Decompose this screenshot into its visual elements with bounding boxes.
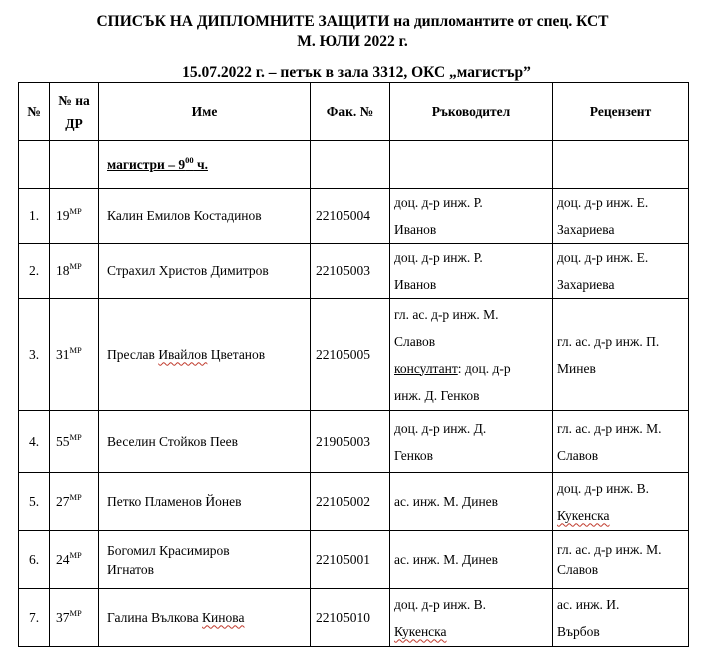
student-name: Галина Вълкова Кинова [99, 589, 311, 647]
col-header-name: Име [99, 83, 311, 141]
section-time-sup: 00 [185, 154, 194, 165]
col-header-supervisor: Ръководител [390, 83, 553, 141]
supervisor: доц. д-р инж. Р. Иванов [390, 244, 553, 299]
faculty-number: 22105003 [311, 244, 390, 299]
row-number: 5. [19, 473, 50, 531]
col-header-reviewer: Рецензент [553, 83, 689, 141]
table-row [19, 189, 689, 244]
col-header-fac: Фак. № [311, 83, 390, 141]
dr-number: $19^{МР}$ [50, 189, 99, 244]
col-header-dr [50, 83, 99, 141]
student-name: Веселин Стойков Пеев [99, 411, 311, 473]
col-header-dr-line1: № на [58, 92, 90, 108]
row-number: 4. [19, 411, 50, 473]
faculty-number: 22105002 [311, 473, 390, 531]
table-header-row [19, 83, 689, 141]
supervisor: гл. ас. д-р инж. М. Славов консултант: доц. д-р инж. Д. Генков [390, 299, 553, 411]
table-row [19, 411, 689, 473]
faculty-number: 21905003 [311, 411, 390, 473]
faculty-number: 22105004 [311, 189, 390, 244]
student-name: Страхил Христов Димитров [99, 244, 311, 299]
consultant-label: консултант [394, 360, 458, 376]
consultant-line: консултант: доц. д-р [394, 360, 511, 376]
student-name: Петко Пламенов Йонев [99, 473, 311, 531]
table-row [19, 244, 689, 299]
col-header-num: № [19, 83, 50, 141]
section-row [19, 141, 689, 189]
student-name: Преслав Ивайлов Цветанов [99, 299, 311, 411]
col-header-dr-line2: ДР [65, 115, 83, 131]
document-title: СПИСЪК НА ДИПЛОМНИТЕ ЗАЩИТИ на дипломантите от спец. КСТ [96, 13, 609, 30]
faculty-number: 22105001 [311, 531, 390, 589]
dr-number: $27^{МР}$ [50, 473, 99, 531]
supervisor: доц. д-р инж. Д. Генков [390, 411, 553, 473]
reviewer: гл. ас. д-р инж. М. Славов [553, 411, 689, 473]
row-number: 2. [19, 244, 50, 299]
table-row [19, 589, 689, 647]
row-number: 1. [19, 189, 50, 244]
dr-number: $55^{МР}$ [50, 411, 99, 473]
supervisor: доц. д-р инж. В. Кукенска [390, 589, 553, 647]
supervisor: доц. д-р инж. Р. Иванов [390, 189, 553, 244]
reviewer: гл. ас. д-р инж. П. Минев [553, 299, 689, 411]
table-row [19, 473, 689, 531]
row-number: 3. [19, 299, 50, 411]
row-number: 7. [19, 589, 50, 647]
reviewer: ас. инж. И. Върбов [553, 589, 689, 647]
student-name: Богомил Красимиров Игнатов [99, 531, 311, 589]
reviewer: доц. д-р инж. Е. Захариева [553, 189, 689, 244]
section-label: магистри – $9^{00}$ ч. [99, 141, 311, 189]
table-row [19, 531, 689, 589]
faculty-number: 22105010 [311, 589, 390, 647]
dr-number: $18^{МР}$ [50, 244, 99, 299]
defenses-table [18, 82, 689, 647]
student-name: Калин Емилов Костадинов [99, 189, 311, 244]
row-number: 6. [19, 531, 50, 589]
faculty-number: 22105005 [311, 299, 390, 411]
reviewer: гл. ас. д-р инж. М. Славов [553, 531, 689, 589]
dr-number: $24^{МР}$ [50, 531, 99, 589]
dr-number: $31^{МР}$ [50, 299, 99, 411]
reviewer: доц. д-р инж. В. Кукенска [553, 473, 689, 531]
table-row [19, 299, 689, 411]
supervisor: ас. инж. М. Динев [390, 531, 553, 589]
session-info: 15.07.2022 г. – петък в зала 3312, ОКС „магистър” [182, 64, 531, 81]
document-subtitle-date: М. ЮЛИ 2022 г. [297, 33, 408, 50]
dr-number: $37^{МР}$ [50, 589, 99, 647]
supervisor: ас. инж. М. Динев [390, 473, 553, 531]
reviewer: доц. д-р инж. Е. Захариева [553, 244, 689, 299]
